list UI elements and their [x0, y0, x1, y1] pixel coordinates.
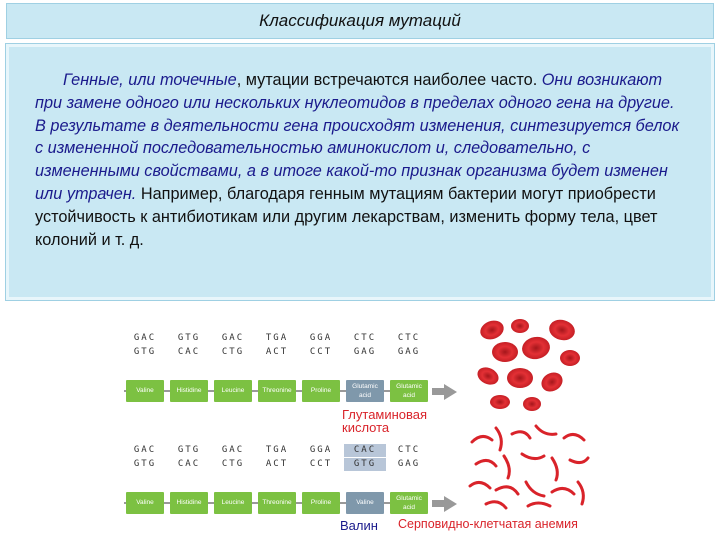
codon: GTG	[133, 459, 157, 469]
codon: CAC	[177, 459, 201, 469]
codon-mutated: CAC	[344, 444, 386, 457]
codon: CCT	[309, 347, 333, 357]
paragraph	[35, 69, 685, 251]
codon: GAC	[221, 445, 245, 455]
amino-acid: Leucine	[214, 380, 252, 402]
amino-acid: Proline	[302, 492, 340, 514]
arrow-icon	[444, 496, 457, 512]
amino-acid: Valine	[126, 380, 164, 402]
glutamic-label: Глутаминовая кислота	[342, 407, 428, 435]
codon: GTG	[177, 445, 201, 455]
codon-mutated: GTG	[344, 458, 386, 471]
amino-acid: Leucine	[214, 492, 252, 514]
amino-acid: Glutamic acid	[390, 380, 428, 402]
valine-label: Валин	[340, 518, 378, 533]
codon: GGA	[309, 333, 333, 343]
codon: GGA	[309, 445, 333, 455]
normal-red-cells-image	[470, 316, 590, 416]
title-bar	[6, 3, 714, 39]
amino-acid: Histidine	[170, 380, 208, 402]
codon: GAC	[133, 445, 157, 455]
codon: TGA	[265, 333, 289, 343]
amino-acid: Threonine	[258, 492, 296, 514]
amino-acid: Threonine	[258, 380, 296, 402]
codon: GAC	[221, 333, 245, 343]
arrow-icon	[444, 384, 457, 400]
codon: TGA	[265, 445, 289, 455]
codon: GAG	[353, 347, 377, 357]
mutation-diagram	[124, 328, 460, 536]
codon: ACT	[265, 347, 289, 357]
italic-phrase-2: Они возникают при замене одного или нескольких нуклеотидов в пределах одного гена на другие. В результате в деятельности гена происходят изменения, синтезируется белок с измененной последовательностью аминокислот и, следовательно, с измененными свойствами, а в итоге какой-то признак организма будет изменен или утрачен.	[35, 71, 680, 203]
normal-phrase-1: , мутации встречаются наиболее часто.	[236, 71, 542, 89]
amino-acid-changed: Glutamic acid	[346, 380, 384, 402]
codon: GTG	[177, 333, 201, 343]
amino-acid: Valine	[126, 492, 164, 514]
codon: GAG	[397, 459, 421, 469]
slide-title: Классификация мутаций	[259, 11, 461, 30]
amino-acid-changed: Valine	[346, 492, 384, 514]
codon: CAC	[177, 347, 201, 357]
codon: GAG	[397, 347, 421, 357]
normal-phrase-2: Например, благодаря генным мутациям бактерии могут приобрести устойчивость к антибиотикам или другим лекарствам, изменить форму тела, цвет колоний и т. д.	[35, 184, 658, 249]
codon: CTG	[221, 459, 245, 469]
sickle-cells-image	[466, 420, 594, 512]
disease-label: Серповидно-клетчатая анемия	[398, 517, 578, 531]
codon: GAC	[133, 333, 157, 343]
codon: CTC	[397, 445, 421, 455]
text-panel	[6, 44, 714, 300]
codon: ACT	[265, 459, 289, 469]
amino-acid: Proline	[302, 380, 340, 402]
codon: CTG	[221, 347, 245, 357]
codon: CCT	[309, 459, 333, 469]
italic-phrase-1: Генные, или точечные	[63, 71, 237, 89]
codon: GTG	[133, 347, 157, 357]
codon: CTC	[397, 333, 421, 343]
amino-acid: Histidine	[170, 492, 208, 514]
codon: CTC	[353, 333, 377, 343]
amino-acid: Glutamic acid	[390, 492, 428, 514]
